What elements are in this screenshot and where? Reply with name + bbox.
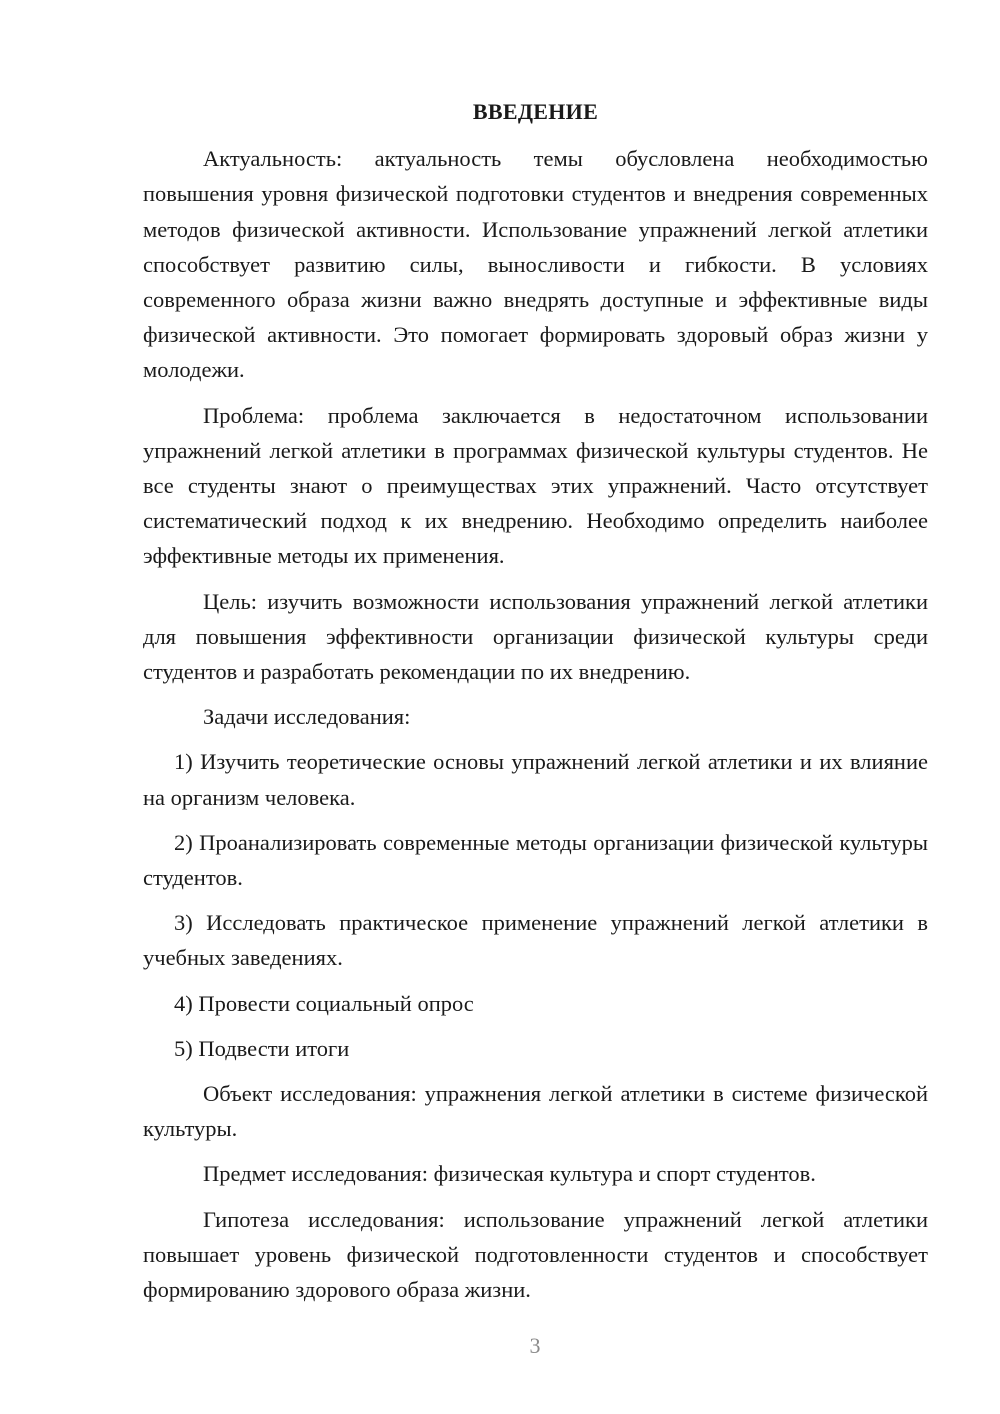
task-item-5: 5) Подвести итоги <box>174 1035 350 1061</box>
relevance-paragraph: Актуальность: актуальность темы обусловлена необходимостью повышения уровня физической подготовки студентов и внедрения современных методов физической активности. Использование упражнений легкой атлетики способствует развитию силы, выносливости и гибкости. В условиях современного образа жизни важно внедрять доступные и эффективные виды физической активности. Это помогает формировать здоровый образ жизни у молодежи. <box>143 146 928 383</box>
task-item-2: 2) Проанализировать современные методы организации физической культуры студентов. <box>143 829 928 891</box>
hypothesis-paragraph: Гипотеза исследования: использование упражнений легкой атлетики повышает уровень физической подготовленности студентов и способствует формированию здорового образа жизни. <box>143 1206 928 1303</box>
task-item-1: 1) Изучить теоретические основы упражнений легкой атлетики и их влияние на организм человека. <box>143 749 928 810</box>
goal-paragraph: Цель: изучить возможности использования упражнений легкой атлетики для повышения эффективности организации физической культуры среди студентов и разработать рекомендации по их внедрению. <box>143 588 928 685</box>
object-paragraph: Объект исследования: упражнения легкой атлетики в системе физической культуры. <box>143 1081 928 1142</box>
document-page <box>143 94 928 1317</box>
subject-paragraph: Предмет исследования: физическая культура и спорт студентов. <box>203 1161 816 1187</box>
task-item-4: 4) Провести социальный опрос <box>174 990 474 1016</box>
page-number: 3 <box>529 1333 541 1358</box>
tasks-heading: Задачи исследования: <box>203 704 411 730</box>
problem-paragraph: Проблема: проблема заключается в недостаточном использовании упражнений легкой атлетики в программах физической культуры студентов. Не все студенты знают о преимуществах этих упражнений. Часто отсутствует систематический подход к их внедрению. Необходимо определить наиболее эффективные методы их применения. <box>143 402 928 569</box>
page-title: ВВЕДЕНИЕ <box>472 99 599 124</box>
task-item-3: 3) Исследовать практическое применение упражнений легкой атлетики в учебных заведениях. <box>143 910 928 971</box>
